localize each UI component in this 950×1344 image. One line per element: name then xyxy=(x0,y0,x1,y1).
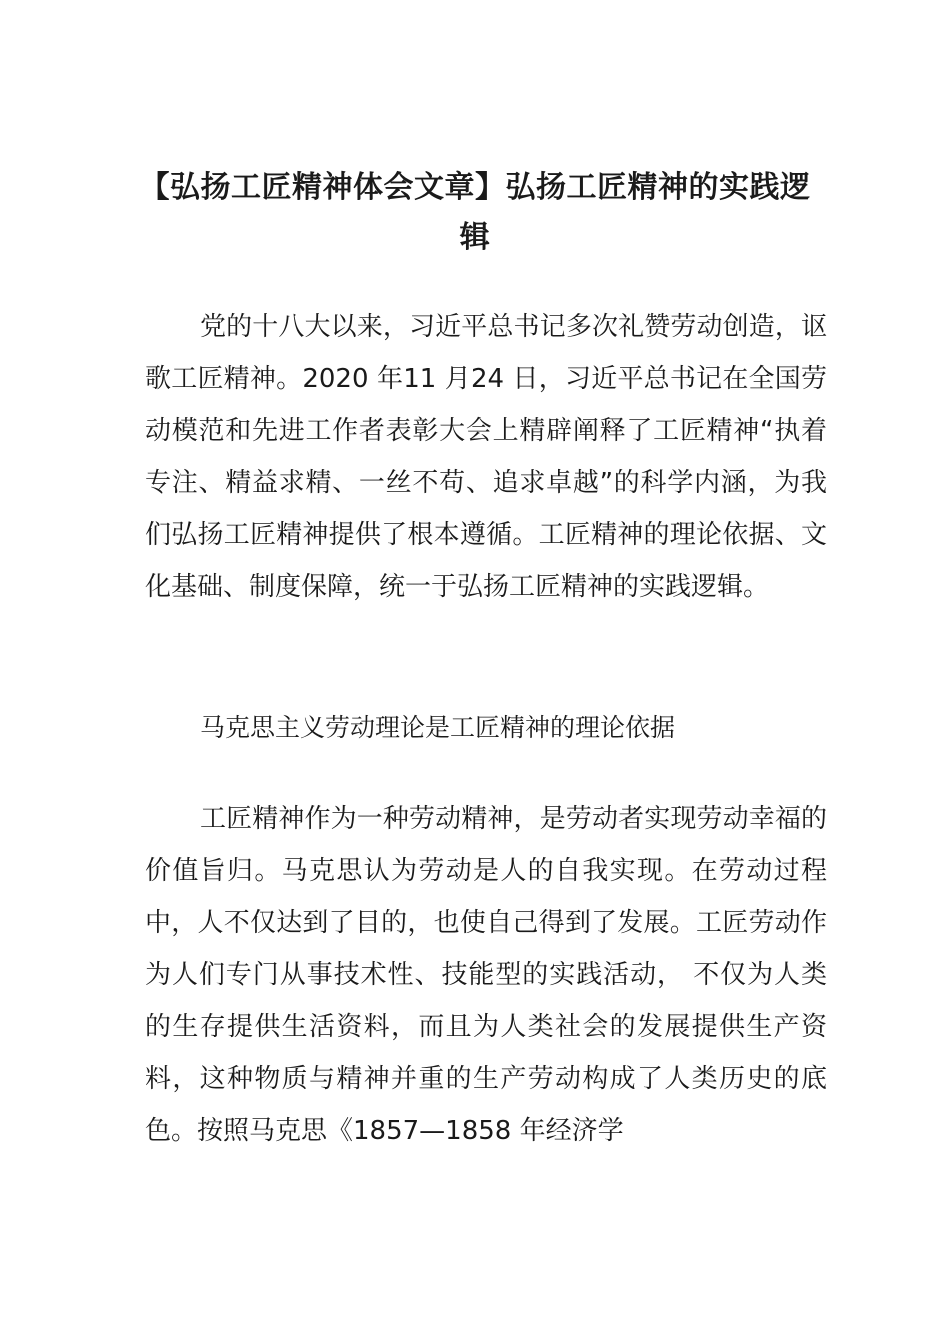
paragraph-section-1: 工匠精神作为一种劳动精神，是劳动者实现劳动幸福的价值旨归。马克思认为劳动是人的自我实现。在劳动过程中，人不仅达到了目的，也使自己得到了发展。工匠劳动作为人们专门从事技术性、技能型的实践活动， 不仅为人类的生存提供生活资料，而且为人类社会的发展提供生产资料，这种物质与精神并重的生产劳动构成了人类历史的底色。按照马克思《1857—1858 年经济学 xyxy=(145,804,827,1146)
paragraph-intro: 党的十八大以来，习近平总书记多次礼赞劳动创造，讴歌工匠精神。2020 年11 月24 日，习近平总书记在全国劳动模范和先进工作者表彰大会上精辟阐释了工匠精神“执着专注、精益求精、一丝不苟、追求卓越”的科学内涵，为我们弘扬工匠精神提供了根本遵循。工匠精神的理论依据、文化基础、制度保障，统一于弘扬工匠精神的实践逻辑。 xyxy=(145,312,827,602)
section-heading: 马克思主义劳动理论是工匠精神的理论依据 xyxy=(200,713,676,742)
document-title: 【弘扬工匠精神体会文章】弘扬工匠精神的实践逻辑 xyxy=(139,170,811,255)
